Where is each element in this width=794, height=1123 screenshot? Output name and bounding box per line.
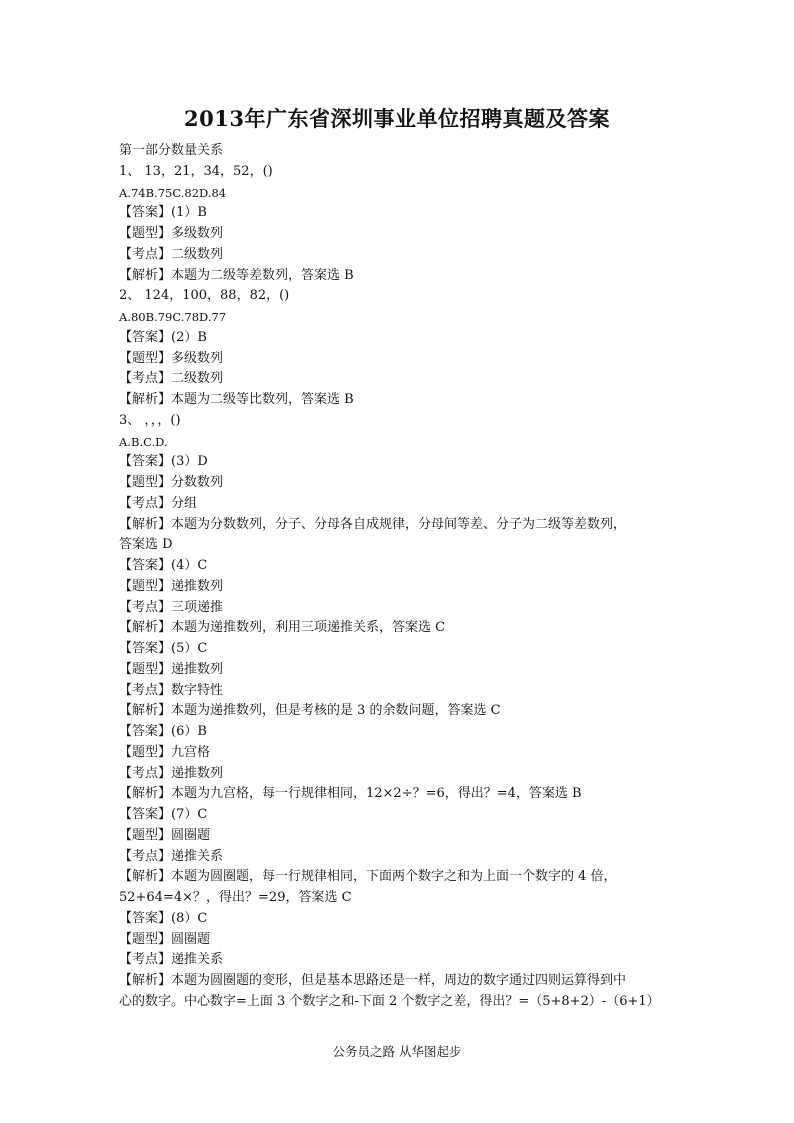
text-line: 【答案】(5）C [119, 641, 208, 656]
text-line: 【考点】递推关系 [119, 952, 224, 968]
text-line: 【考点】二级数列 [119, 246, 224, 262]
text-line: 【解析】本题为圆圈题，每一行规律相同，下面两个数字之和为上面一个数字的 4 倍， [119, 869, 617, 885]
text-line: 【考点】递推数列 [119, 765, 224, 781]
text-line: 【解析】本题为圆圈题的变形，但是基本思路还是一样，周边的数字通过四则运算得到中 [119, 973, 627, 988]
text-line: 【题型】多级数列 [119, 226, 224, 241]
text-line: 【解析】本题为二级等差数列，答案选 B [119, 267, 354, 283]
text-line: 【解析】本题为递推数列，利用三项递推关系，答案选 C [119, 620, 446, 636]
text-line: 【考点】三项递推 [119, 599, 224, 615]
text-line: 【答案】(7）C [119, 807, 208, 822]
text-line: 3、 ，，，() [119, 412, 181, 428]
text-line: 【考点】分组 [119, 495, 198, 511]
text-line: 第一部分数量关系 [119, 143, 224, 158]
text-line: 【题型】多级数列 [119, 350, 224, 366]
text-line: 【答案】(2）B [119, 329, 207, 345]
page-footer: 公务员之路 从华图起步 [332, 1044, 462, 1059]
text-line: 1、 13，21，34，52，() [119, 163, 273, 179]
text-line: 【题型】递推数列 [119, 578, 224, 594]
text-line: 答案选 D [119, 537, 173, 553]
text-line: 心的数字。中心数字=上面 3 个数字之和-下面 2 个数字之差，得出？=（5+8+2）-（6+1） [119, 993, 660, 1009]
text-line: 【解析】本题为九宫格，每一行规律相同，12×2÷？=6，得出？=4，答案选 B [119, 786, 582, 802]
text-line: 【答案】(1）B [119, 205, 207, 221]
text-line: 【答案】(4）C [119, 558, 208, 573]
text-line: 【考点】数字特性 [119, 682, 224, 698]
text-line: 【答案】(3）D [119, 454, 208, 470]
text-line: 【解析】本题为二级等比数列，答案选 B [119, 392, 354, 407]
text-line: 【题型】圆圈题 [119, 931, 211, 947]
text-line: 【题型】分数数列 [119, 475, 224, 490]
text-line: 【解析】本题为递推数列，但是考核的是 3 的余数问题，答案选 C [119, 703, 501, 719]
text-line: 【答案】(8）C [119, 910, 208, 926]
text-line: A.74B.75C.82D.84 [119, 185, 227, 200]
text-line: 【考点】二级数列 [119, 371, 224, 387]
text-line: 【答案】(6）B [119, 724, 207, 739]
text-line: 【题型】九宫格 [119, 744, 211, 760]
text-line: 52+64=4×？，得出？=29，答案选 C [119, 890, 352, 905]
document-body [119, 141, 679, 1013]
text-line: A.B.C.D. [119, 434, 168, 449]
text-line: 2、 124，100，88，82，() [119, 288, 290, 304]
text-line: 【解析】本题为分数数列，分子、分母各自成规律，分母间等差、分子为二级等差数列， [119, 516, 627, 532]
text-line: 【考点】递推关系 [119, 848, 224, 864]
page-title: 2013年广东省深圳事业单位招聘真题及答案 [184, 106, 610, 131]
text-line: 【题型】递推数列 [119, 661, 224, 677]
text-line: 【题型】圆圈题 [119, 827, 211, 843]
text-line: A.80B.79C.78D.77 [119, 310, 227, 324]
